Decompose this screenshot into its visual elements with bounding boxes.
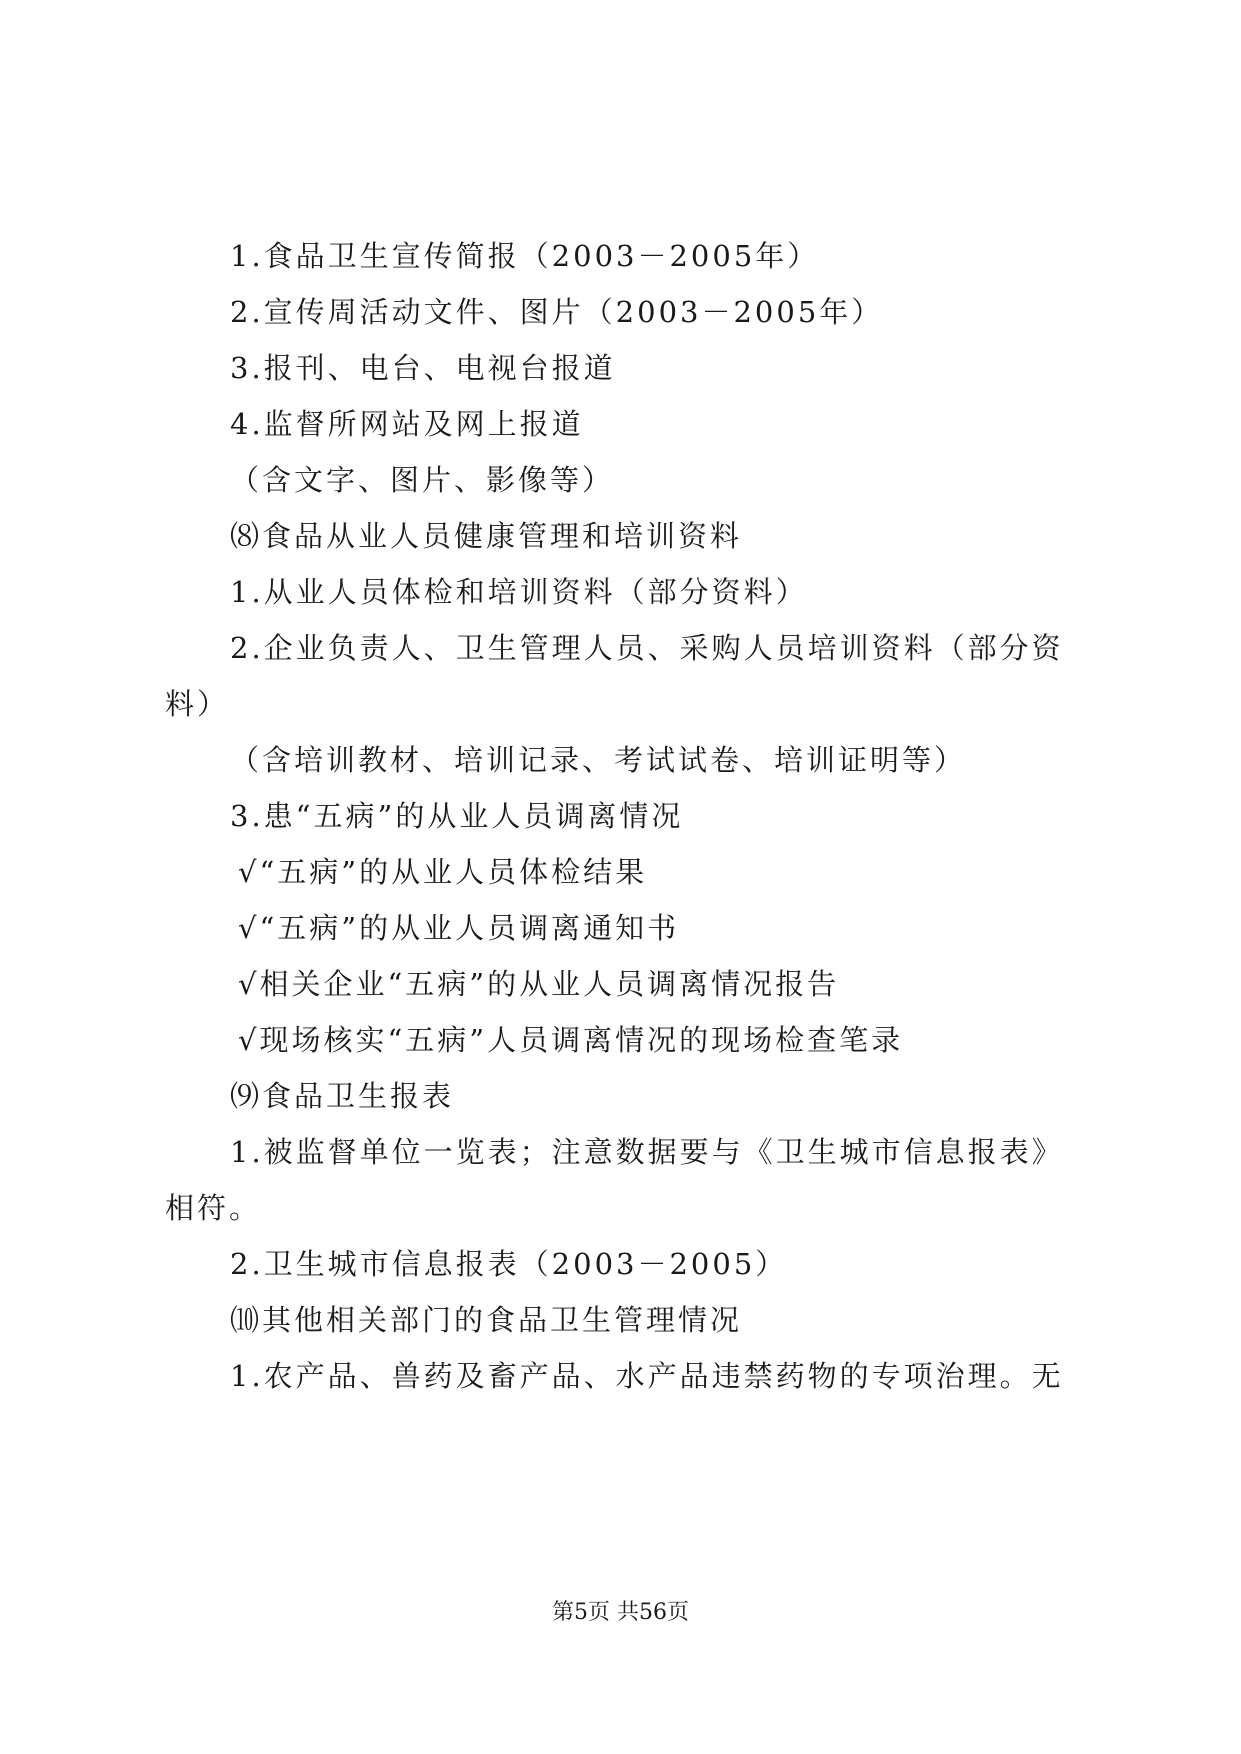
- section-heading: ⑼食品卫生报表: [230, 1079, 455, 1113]
- checklist-item: √“五病”的从业人员体检结果: [238, 855, 648, 889]
- text-line: 1.从业人员体检和培训资料（部分资料）: [230, 575, 808, 609]
- text-line: 相符。: [165, 1191, 262, 1225]
- page-footer: 第5页 共56页: [552, 1600, 689, 1625]
- checklist-item: √“五病”的从业人员调离通知书: [238, 911, 680, 945]
- text-line: 1.农产品、兽药及畜产品、水产品违禁药物的专项治理。无: [230, 1359, 1064, 1393]
- text-line: 3.患“五病”的从业人员调离情况: [230, 799, 684, 833]
- text-line: 4.监督所网站及网上报道: [230, 407, 584, 441]
- section-heading: ⑽其他相关部门的食品卫生管理情况: [230, 1303, 743, 1337]
- checklist-item: √现场核实“五病”人员调离情况的现场检查笔录: [238, 1023, 904, 1057]
- text-line: 2.卫生城市信息报表（2003－2005）: [230, 1247, 788, 1281]
- text-line: （含培训教材、培训记录、考试试卷、培训证明等）: [230, 743, 967, 777]
- text-line: 1.食品卫生宣传简报（2003－2005年）: [230, 239, 820, 273]
- text-line: （含文字、图片、影像等）: [230, 463, 615, 497]
- text-line: 1.被监督单位一览表；注意数据要与《卫生城市信息报表》: [230, 1135, 1064, 1169]
- checklist-item: √相关企业“五病”的从业人员调离情况报告: [238, 967, 840, 1001]
- text-line: 2.宣传周活动文件、图片（2003－2005年）: [230, 295, 884, 329]
- text-line: 料）: [165, 687, 230, 721]
- text-line: 2.企业负责人、卫生管理人员、采购人员培训资料（部分资: [230, 631, 1064, 665]
- section-heading: ⑻食品从业人员健康管理和培训资料: [230, 519, 743, 553]
- text-line: 3.报刊、电台、电视台报道: [230, 351, 616, 385]
